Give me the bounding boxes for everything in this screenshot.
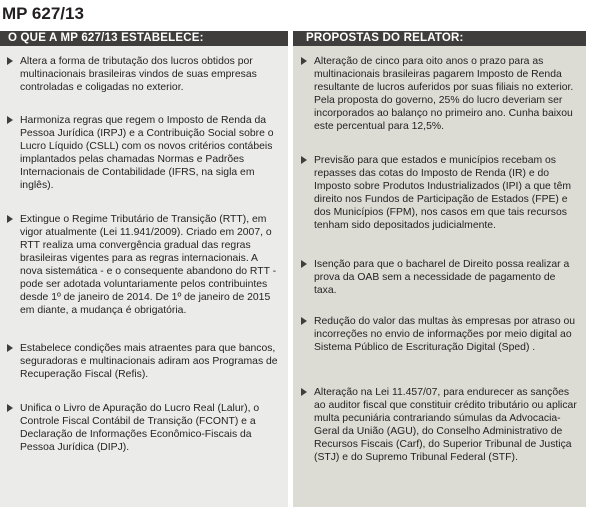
triangle-bullet-icon — [7, 116, 13, 124]
comparison-table — [0, 31, 586, 507]
triangle-bullet-icon — [301, 156, 307, 164]
right-column-header: PROPOSTAS DO RELATOR: — [293, 31, 586, 46]
list-item-text: Estabelece condições mais atraentes para que bancos, seguradoras e multinacionais adiram aos Programas de Recuperação Fiscal (Refis). — [20, 343, 278, 380]
list-item-text: Isenção para que o bacharel de Direito possa realizar a prova da OAB sem a necessidade de pagamento de taxa. — [314, 259, 570, 296]
left-column-header: O QUE A MP 627/13 ESTABELECE: — [0, 31, 288, 46]
list-item-text: Harmoniza regras que regem o Imposto de Renda da Pessoa Jurídica (IRPJ) e a Contribuição Social sobre o Lucro Líquido (CSLL) com os novos critérios contábeis implantados pelas chamadas Normas e Padrões Internacionais de Contabilidade (IFRS, na sigla em inglês). — [20, 115, 274, 191]
right-column — [293, 31, 586, 507]
left-column — [0, 31, 288, 507]
list-item-text: Altera a forma de tributação dos lucros obtidos por multinacionais brasileiras vindos de suas empresas controladas e coligadas no exterior. — [20, 56, 257, 93]
triangle-bullet-icon — [301, 317, 307, 325]
list-item-text: Unifica o Livro de Apuração do Lucro Real (Lalur), o Controle Fiscal Contábil de Transição (FCONT) e a Declaração de Informações Econômico-Fiscais da Pessoa Jurídica (DIPJ). — [20, 403, 260, 453]
list-item-text: Alteração na Lei 11.457/07, para endurecer as sanções ao auditor fiscal que constituir crédito tributário ou aplicar multa pecuniária contrariando súmulas da Advocacia-Geral da União (AGU), do Conselho Administrativo de Recursos Fiscais (Carf), do Superior Tribunal de Justiça (STJ) e do Supremo Tribunal Federal (STF). — [314, 387, 577, 463]
triangle-bullet-icon — [301, 57, 307, 65]
triangle-bullet-icon — [7, 57, 13, 65]
triangle-bullet-icon — [7, 344, 13, 352]
triangle-bullet-icon — [301, 260, 307, 268]
triangle-bullet-icon — [301, 388, 307, 396]
page-title: MP 627/13 — [2, 4, 84, 23]
list-item-text: Alteração de cinco para oito anos o prazo para as multinacionais brasileiras pagarem Imposto de Renda resultante de lucros auferidos por suas filiais no exterior. Pela proposta do governo, 25% do lucro deveriam ser incorporados ao balanço no primeiro ano. Cunha baixou este percentual para 12,5%. — [314, 56, 574, 132]
triangle-bullet-icon — [7, 404, 13, 412]
list-item-text: Extingue o Regime Tributário de Transição (RTT), em vigor atualmente (Lei 11.941/2009). Criado em 2007, o RTT realiza uma convergência gradual das regras brasileiras vigentes para as regras internacionais. A nova sistemática - e o consequente abandono do RTT - pode ser adotada voluntariamente pelos contribuintes desde 1º de janeiro de 2014. De 1º de janeiro de 2015 em diante, a mudança é obrigatória. — [20, 214, 277, 316]
list-item-text: Redução do valor das multas às empresas por atraso ou incorreções no envio de informações por meio digital ao Sistema Público de Escrituração Digital (Sped) . — [314, 316, 576, 353]
triangle-bullet-icon — [7, 215, 13, 223]
list-item-text: Previsão para que estados e municípios recebam os repasses das cotas do Imposto de Renda (IR) e do Imposto sobre Produtos Industrializados (IPI) a que têm direito nos Fundos de Participação de Estados (FPE) e dos Municípios (FPM), nos casos em que tais recursos tenham sido depositados judicialmente. — [314, 155, 572, 231]
